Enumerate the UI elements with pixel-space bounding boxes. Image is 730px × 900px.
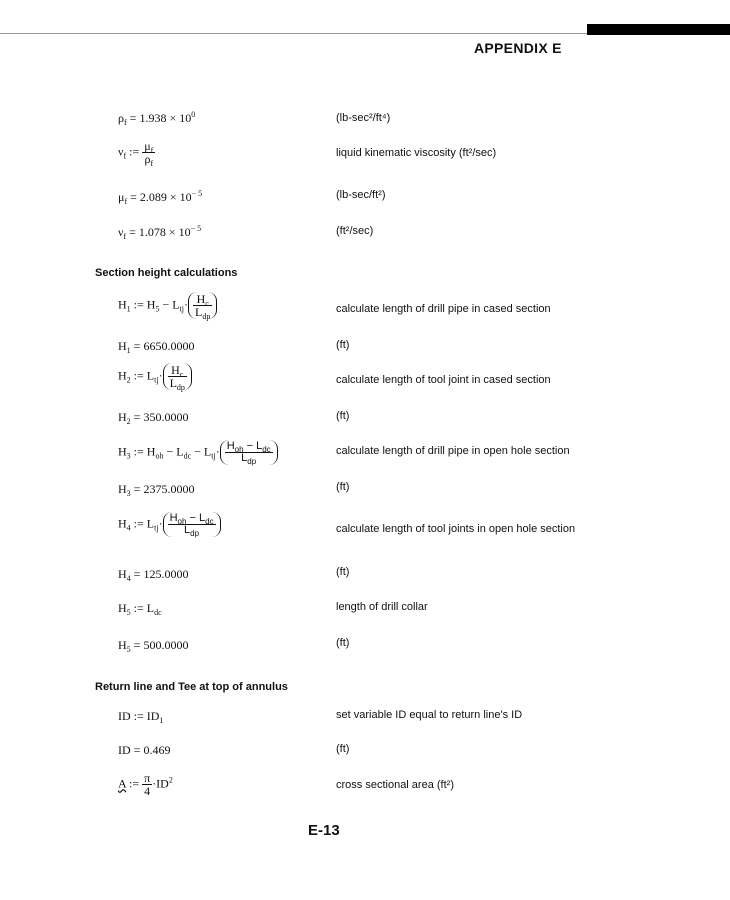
h5-result: $H_5 = 500.0000$: [118, 638, 189, 654]
nu-fraction: $\frac{\mu_f}{\rho_f}$: [144, 139, 154, 168]
return-line-title: Return line and Tee at top of annulus: [95, 681, 288, 693]
h4-units: (ft): [336, 566, 350, 578]
h1-result: $H_1 = 6650.0000$: [118, 339, 195, 355]
h4-note: calculate length of tool joints in open hole section: [336, 523, 576, 535]
mu-value: 2.089 × 10: [139, 190, 192, 204]
h3-value: 2375.0000: [143, 482, 195, 496]
id-value: 0.469: [143, 743, 171, 757]
section-height-title: Section height calculations: [95, 267, 238, 279]
h1-units: (ft): [336, 339, 350, 351]
rho-value: 1.938 × 10: [139, 111, 192, 125]
id-definition: ID := $ID_1$: [118, 709, 164, 725]
h4-result: $H_4 = 125.0000$: [118, 567, 189, 583]
h2-value: 350.0000: [143, 410, 189, 424]
h5-value: 500.0000: [143, 638, 189, 652]
rho-equation: $\rho_f = 1.938 \times 10^0$: [118, 110, 196, 127]
h5-definition: $H_5$ := $L_{dc}$: [118, 601, 162, 617]
h5-units: (ft): [336, 637, 350, 649]
area-note: cross sectional area (ft²): [336, 779, 454, 791]
h1-note: calculate length of drill pipe in cased section: [336, 303, 551, 315]
area-definition: A := $\frac{\pi}{4}$ $\cdot ID^2$: [118, 771, 173, 798]
mu-units: (lb-sec/ft²): [336, 189, 386, 201]
pi-over-four: $\frac{\pi}{4}$: [144, 771, 151, 798]
mu-exponent: − 5: [191, 189, 203, 198]
h1-value: 6650.0000: [143, 339, 195, 353]
mu-equation: $\mu_f = 2.089 \times 10^{- 5}$: [118, 189, 203, 206]
h3-note: calculate length of drill pipe in open hole section: [336, 445, 570, 457]
rho-exponent: 0: [191, 110, 196, 119]
h5-note: length of drill collar: [336, 601, 428, 613]
h3-definition: $H_3$ := $H_{oh} - L_{dc} - L_{tj}\cdot$ $\frac{H_{oh} - L_{dc}}{L_{dp}}$: [118, 440, 278, 465]
h1-definition: $H_1$ := $H_5 - L_{tj}\cdot$ $\frac{H_c}{L_{dp}}$: [118, 292, 217, 319]
nu-definition: $\nu_f$ := $\frac{\mu_f}{\rho_f}$: [118, 139, 154, 168]
h2-result: $H_2 = 350.0000$: [118, 410, 189, 426]
nu-units: (ft²/sec): [336, 225, 374, 237]
id-result: ID = 0.469: [118, 743, 171, 757]
rho-units: (lb-sec²/ft⁴): [336, 112, 391, 124]
id-units: (ft): [336, 743, 350, 755]
h2-definition: $H_2$ := $L_{tj}\cdot$ $\frac{H_c}{L_{dp}}$: [118, 363, 192, 390]
h2-note: calculate length of tool joint in cased section: [336, 374, 551, 386]
h4-definition: $H_4$ := $L_{tj}\cdot$ $\frac{H_{oh} - L_{dc}}{L_{dp}}$: [118, 512, 221, 537]
h2-units: (ft): [336, 410, 350, 422]
header-bar: [587, 24, 730, 35]
nu-note: liquid kinematic viscosity (ft²/sec): [336, 147, 497, 159]
h3-units: (ft): [336, 481, 350, 493]
nu-value: 1.078 × 10: [138, 225, 191, 239]
nu-equation: $\nu_f = 1.078 \times 10^{- 5}$: [118, 224, 202, 241]
h3-result: $H_3 = 2375.0000$: [118, 482, 195, 498]
page-number: E-13: [308, 822, 340, 839]
h4-value: 125.0000: [143, 567, 189, 581]
page-header: APPENDIX E: [474, 40, 562, 56]
nu-exponent: − 5: [190, 224, 202, 233]
id-note: set variable ID equal to return line's ID: [336, 709, 523, 721]
